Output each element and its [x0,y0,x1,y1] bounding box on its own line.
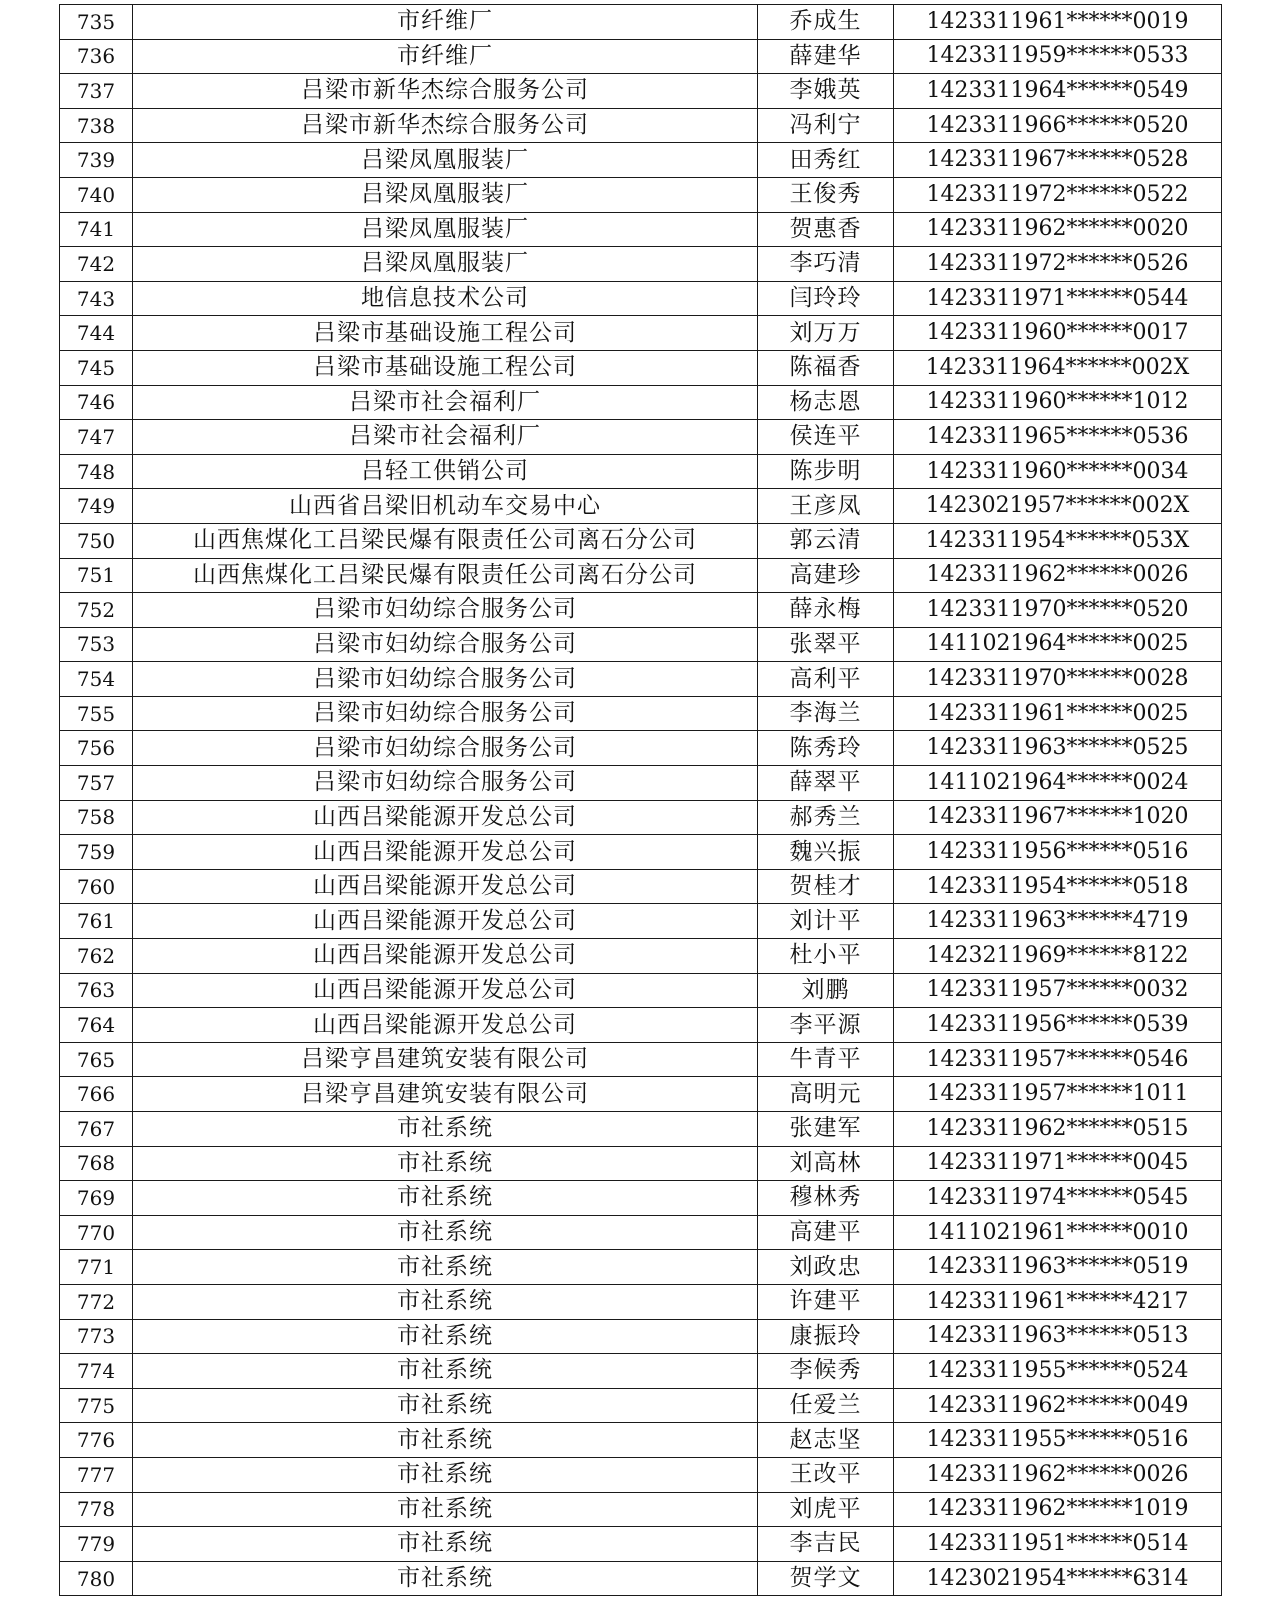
table-row [60,489,1222,524]
work-unit-cell: 吕梁市妇幼综合服务公司 [133,766,758,801]
row-number-cell: 751 [60,558,133,593]
table-row [60,1146,1222,1181]
roster-table [59,4,1222,1596]
row-number-cell: 745 [60,350,133,385]
row-number-cell: 741 [60,212,133,247]
id-number-cell: 1423311955******0524 [894,1354,1222,1389]
id-number-cell: 1423311962******0049 [894,1388,1222,1423]
row-number-cell: 773 [60,1319,133,1354]
person-name-cell: 刘万万 [758,316,894,351]
person-name-cell: 穆林秀 [758,1181,894,1216]
person-name-cell: 刘鹏 [758,973,894,1008]
id-number-cell: 1423311963******0525 [894,731,1222,766]
work-unit-cell: 山西焦煤化工吕梁民爆有限责任公司离石分公司 [133,523,758,558]
person-name-cell: 李海兰 [758,696,894,731]
id-number-cell: 1423311951******0514 [894,1527,1222,1562]
work-unit-cell: 山西焦煤化工吕梁民爆有限责任公司离石分公司 [133,558,758,593]
row-number-cell: 769 [60,1181,133,1216]
id-number-cell: 1423311962******0020 [894,212,1222,247]
id-number-cell: 1423311957******0546 [894,1042,1222,1077]
table-row [60,731,1222,766]
work-unit-cell: 吕梁市妇幼综合服务公司 [133,696,758,731]
work-unit-cell: 地信息技术公司 [133,281,758,316]
work-unit-cell: 吕梁市妇幼综合服务公司 [133,731,758,766]
person-name-cell: 郝秀兰 [758,800,894,835]
id-number-cell: 1423311966******0520 [894,108,1222,143]
table-row [60,39,1222,74]
table-row [60,904,1222,939]
work-unit-cell: 市社系统 [133,1561,758,1596]
person-name-cell: 郭云清 [758,523,894,558]
work-unit-cell: 市社系统 [133,1492,758,1527]
work-unit-cell: 市社系统 [133,1457,758,1492]
table-row [60,1077,1222,1112]
person-name-cell: 张翠平 [758,627,894,662]
row-number-cell: 737 [60,74,133,109]
work-unit-cell: 市社系统 [133,1284,758,1319]
person-name-cell: 杨志恩 [758,385,894,420]
person-name-cell: 张建军 [758,1112,894,1147]
work-unit-cell: 市社系统 [133,1146,758,1181]
row-number-cell: 739 [60,143,133,178]
table-row [60,835,1222,870]
id-number-cell: 1423311956******0539 [894,1008,1222,1043]
person-name-cell: 贺桂才 [758,869,894,904]
table-row [60,627,1222,662]
person-name-cell: 任爱兰 [758,1388,894,1423]
table-row [60,800,1222,835]
person-name-cell: 侯连平 [758,420,894,455]
row-number-cell: 756 [60,731,133,766]
work-unit-cell: 吕梁市妇幼综合服务公司 [133,627,758,662]
table-row [60,1112,1222,1147]
person-name-cell: 冯利宁 [758,108,894,143]
work-unit-cell: 市社系统 [133,1181,758,1216]
row-number-cell: 766 [60,1077,133,1112]
row-number-cell: 742 [60,247,133,282]
id-number-cell: 1423311959******0533 [894,39,1222,74]
id-number-cell: 1423311963******0519 [894,1250,1222,1285]
id-number-cell: 1423311964******0549 [894,74,1222,109]
row-number-cell: 760 [60,869,133,904]
row-number-cell: 754 [60,662,133,697]
table-row [60,385,1222,420]
work-unit-cell: 吕梁市社会福利厂 [133,420,758,455]
work-unit-cell: 市社系统 [133,1112,758,1147]
person-name-cell: 牛青平 [758,1042,894,1077]
work-unit-cell: 市纤维厂 [133,39,758,74]
row-number-cell: 762 [60,939,133,974]
row-number-cell: 752 [60,593,133,628]
table-row [60,1388,1222,1423]
person-name-cell: 贺学文 [758,1561,894,1596]
id-number-cell: 1423311960******0017 [894,316,1222,351]
row-number-cell: 747 [60,420,133,455]
person-name-cell: 高建平 [758,1215,894,1250]
person-name-cell: 杜小平 [758,939,894,974]
work-unit-cell: 山西吕梁能源开发总公司 [133,869,758,904]
row-number-cell: 776 [60,1423,133,1458]
table-row [60,662,1222,697]
id-number-cell: 1423311963******0513 [894,1319,1222,1354]
work-unit-cell: 吕梁亨昌建筑安装有限公司 [133,1042,758,1077]
id-number-cell: 1423311962******0515 [894,1112,1222,1147]
row-number-cell: 735 [60,5,133,40]
row-number-cell: 767 [60,1112,133,1147]
row-number-cell: 757 [60,766,133,801]
person-name-cell: 康振玲 [758,1319,894,1354]
id-number-cell: 1423021954******6314 [894,1561,1222,1596]
person-name-cell: 闫玲玲 [758,281,894,316]
work-unit-cell: 山西吕梁能源开发总公司 [133,800,758,835]
row-number-cell: 771 [60,1250,133,1285]
row-number-cell: 777 [60,1457,133,1492]
table-row [60,558,1222,593]
work-unit-cell: 山西吕梁能源开发总公司 [133,1008,758,1043]
table-row [60,1215,1222,1250]
id-number-cell: 1423311970******0028 [894,662,1222,697]
work-unit-cell: 吕轻工供销公司 [133,454,758,489]
work-unit-cell: 吕梁市新华杰综合服务公司 [133,74,758,109]
row-number-cell: 759 [60,835,133,870]
id-number-cell: 1423311961******0025 [894,696,1222,731]
table-row [60,1354,1222,1389]
table-row [60,350,1222,385]
work-unit-cell: 吕梁市基础设施工程公司 [133,316,758,351]
person-name-cell: 许建平 [758,1284,894,1319]
person-name-cell: 王改平 [758,1457,894,1492]
table-row [60,143,1222,178]
person-name-cell: 田秀红 [758,143,894,178]
table-row [60,74,1222,109]
table-row [60,281,1222,316]
work-unit-cell: 山西吕梁能源开发总公司 [133,939,758,974]
id-number-cell: 1423311962******1019 [894,1492,1222,1527]
id-number-cell: 1423311961******0019 [894,5,1222,40]
table-row [60,973,1222,1008]
person-name-cell: 贺惠香 [758,212,894,247]
row-number-cell: 768 [60,1146,133,1181]
person-name-cell: 王彦凤 [758,489,894,524]
table-row [60,420,1222,455]
person-name-cell: 陈秀玲 [758,731,894,766]
table-row [60,593,1222,628]
person-name-cell: 薛建华 [758,39,894,74]
work-unit-cell: 吕梁市新华杰综合服务公司 [133,108,758,143]
work-unit-cell: 山西吕梁能源开发总公司 [133,904,758,939]
row-number-cell: 772 [60,1284,133,1319]
row-number-cell: 775 [60,1388,133,1423]
work-unit-cell: 山西省吕梁旧机动车交易中心 [133,489,758,524]
table-row [60,766,1222,801]
id-number-cell: 1423311960******1012 [894,385,1222,420]
work-unit-cell: 吕梁亨昌建筑安装有限公司 [133,1077,758,1112]
row-number-cell: 770 [60,1215,133,1250]
row-number-cell: 763 [60,973,133,1008]
table-row [60,1492,1222,1527]
row-number-cell: 738 [60,108,133,143]
work-unit-cell: 吕梁市基础设施工程公司 [133,350,758,385]
row-number-cell: 746 [60,385,133,420]
person-name-cell: 高建珍 [758,558,894,593]
work-unit-cell: 吕梁市妇幼综合服务公司 [133,593,758,628]
row-number-cell: 750 [60,523,133,558]
id-number-cell: 1423311971******0544 [894,281,1222,316]
work-unit-cell: 吕梁凤凰服装厂 [133,177,758,212]
work-unit-cell: 市社系统 [133,1388,758,1423]
person-name-cell: 刘虎平 [758,1492,894,1527]
row-number-cell: 758 [60,800,133,835]
id-number-cell: 1423311957******0032 [894,973,1222,1008]
row-number-cell: 736 [60,39,133,74]
table-row [60,523,1222,558]
work-unit-cell: 市社系统 [133,1527,758,1562]
table-row [60,939,1222,974]
row-number-cell: 755 [60,696,133,731]
person-name-cell: 乔成生 [758,5,894,40]
id-number-cell: 1423311962******0026 [894,558,1222,593]
roster-table-body [60,5,1222,1596]
id-number-cell: 1423311956******0516 [894,835,1222,870]
row-number-cell: 761 [60,904,133,939]
table-row [60,316,1222,351]
id-number-cell: 1423211969******8122 [894,939,1222,974]
table-row [60,1319,1222,1354]
table-row [60,1008,1222,1043]
person-name-cell: 刘政忠 [758,1250,894,1285]
id-number-cell: 1423311961******4217 [894,1284,1222,1319]
id-number-cell: 1423311962******0026 [894,1457,1222,1492]
table-row [60,869,1222,904]
table-row [60,177,1222,212]
table-row [60,696,1222,731]
id-number-cell: 1423311970******0520 [894,593,1222,628]
table-row [60,1527,1222,1562]
table-row [60,1042,1222,1077]
work-unit-cell: 吕梁市社会福利厂 [133,385,758,420]
work-unit-cell: 市社系统 [133,1354,758,1389]
person-name-cell: 薛翠平 [758,766,894,801]
work-unit-cell: 山西吕梁能源开发总公司 [133,973,758,1008]
work-unit-cell: 市纤维厂 [133,5,758,40]
person-name-cell: 李平源 [758,1008,894,1043]
row-number-cell: 764 [60,1008,133,1043]
row-number-cell: 753 [60,627,133,662]
person-name-cell: 薛永梅 [758,593,894,628]
person-name-cell: 高利平 [758,662,894,697]
id-number-cell: 1423021957******002X [894,489,1222,524]
id-number-cell: 1423311974******0545 [894,1181,1222,1216]
id-number-cell: 1423311967******0528 [894,143,1222,178]
id-number-cell: 1411021964******0024 [894,766,1222,801]
person-name-cell: 高明元 [758,1077,894,1112]
id-number-cell: 1423311967******1020 [894,800,1222,835]
work-unit-cell: 市社系统 [133,1215,758,1250]
row-number-cell: 748 [60,454,133,489]
person-name-cell: 李候秀 [758,1354,894,1389]
work-unit-cell: 吕梁凤凰服装厂 [133,212,758,247]
row-number-cell: 744 [60,316,133,351]
row-number-cell: 740 [60,177,133,212]
table-row [60,5,1222,40]
id-number-cell: 1423311960******0034 [894,454,1222,489]
table-row [60,1250,1222,1285]
table-row [60,247,1222,282]
row-number-cell: 774 [60,1354,133,1389]
table-row [60,108,1222,143]
row-number-cell: 778 [60,1492,133,1527]
row-number-cell: 779 [60,1527,133,1562]
table-row [60,1457,1222,1492]
id-number-cell: 1411021964******0025 [894,627,1222,662]
person-name-cell: 刘计平 [758,904,894,939]
person-name-cell: 陈福香 [758,350,894,385]
id-number-cell: 1411021961******0010 [894,1215,1222,1250]
table-row [60,1181,1222,1216]
work-unit-cell: 市社系统 [133,1423,758,1458]
id-number-cell: 1423311957******1011 [894,1077,1222,1112]
id-number-cell: 1423311972******0522 [894,177,1222,212]
id-number-cell: 1423311954******053X [894,523,1222,558]
id-number-cell: 1423311955******0516 [894,1423,1222,1458]
work-unit-cell: 山西吕梁能源开发总公司 [133,835,758,870]
person-name-cell: 刘高林 [758,1146,894,1181]
row-number-cell: 780 [60,1561,133,1596]
id-number-cell: 1423311972******0526 [894,247,1222,282]
row-number-cell: 765 [60,1042,133,1077]
work-unit-cell: 市社系统 [133,1319,758,1354]
work-unit-cell: 吕梁市妇幼综合服务公司 [133,662,758,697]
id-number-cell: 1423311954******0518 [894,869,1222,904]
person-name-cell: 李巧清 [758,247,894,282]
table-row [60,454,1222,489]
row-number-cell: 743 [60,281,133,316]
table-row [60,1284,1222,1319]
table-row [60,1561,1222,1596]
id-number-cell: 1423311965******0536 [894,420,1222,455]
person-name-cell: 李吉民 [758,1527,894,1562]
person-name-cell: 王俊秀 [758,177,894,212]
table-row [60,212,1222,247]
person-name-cell: 魏兴振 [758,835,894,870]
work-unit-cell: 吕梁凤凰服装厂 [133,247,758,282]
person-name-cell: 赵志坚 [758,1423,894,1458]
row-number-cell: 749 [60,489,133,524]
id-number-cell: 1423311971******0045 [894,1146,1222,1181]
table-row [60,1423,1222,1458]
id-number-cell: 1423311964******002X [894,350,1222,385]
work-unit-cell: 市社系统 [133,1250,758,1285]
person-name-cell: 李娥英 [758,74,894,109]
id-number-cell: 1423311963******4719 [894,904,1222,939]
person-name-cell: 陈步明 [758,454,894,489]
work-unit-cell: 吕梁凤凰服装厂 [133,143,758,178]
